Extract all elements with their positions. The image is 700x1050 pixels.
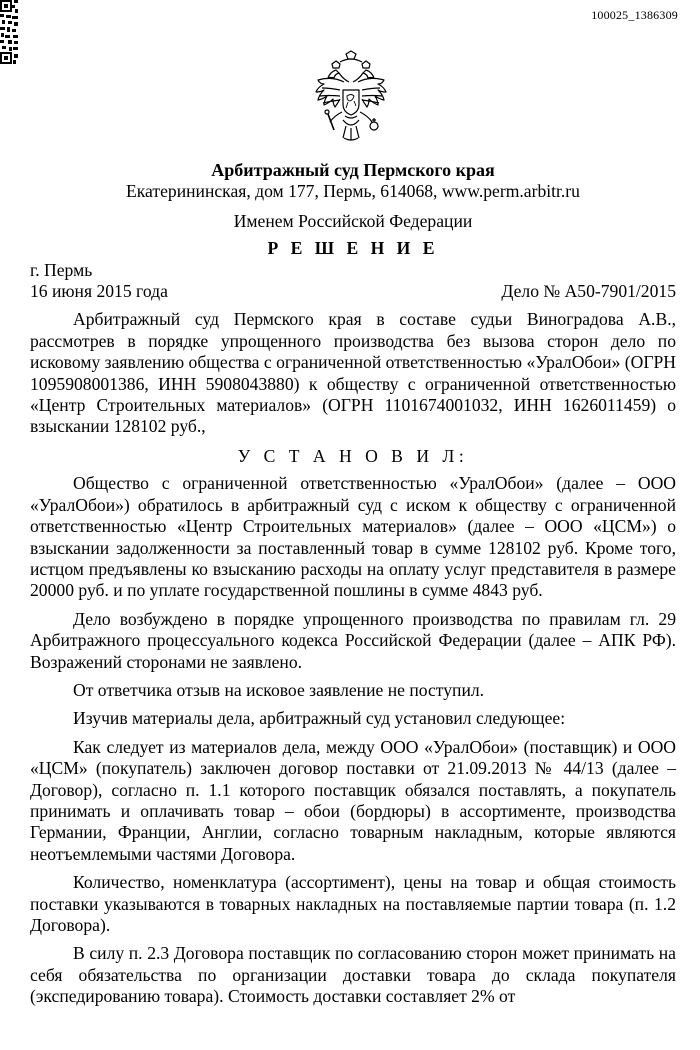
in-name-of: Именем Российской Федерации xyxy=(233,210,473,231)
document-id: 100025_1386309 xyxy=(591,8,678,22)
established-heading: У С Т А Н О В И Л: xyxy=(237,445,469,466)
court-name: Арбитражный суд Пермского края xyxy=(211,160,495,180)
case-number: Дело № А50-7901/2015 xyxy=(501,281,676,302)
court-address: Екатерининская, дом 177, Пермь, 614068, www.perm.arbitr.ru xyxy=(126,181,580,202)
document-body xyxy=(30,160,676,1008)
paragraph: Изучив материалы дела, арбитражный суд установил следующее: xyxy=(73,708,566,729)
decision-title: Р Е Ш Е Н И Е xyxy=(267,238,439,259)
intro-paragraph: Арбитражный суд Пермского края в составе судьи Виноградова А.В., рассмотрев в порядке упрощенного производства без вызова сторон дело по исковому заявлению общества с ограниченной ответственностью «УралОбои» (ОГРН 1095908001386, ИНН 5908043880) к обществу с ограниченной ответственностью «Центр Строительных материалов» (ОГРН 1101674001032, ИНН 1626011459) о взыскании 128102 руб., xyxy=(30,309,676,437)
paragraph: Общество с ограниченной ответственностью «УралОбои» (далее – ООО «УралОбои») обратилось в арбитражный суд с иском к обществу с ограниченной ответственностью «Центр Строительных материалов» (далее – ООО «ЦСМ») о взыскании задолженности за поставленный товар в сумме 128102 руб. Кроме того, истцом предъявлены ко взысканию расходы на оплату услуг представителя в размере 20000 руб. и по уплате государственной пошлины в сумме 4843 руб. xyxy=(30,473,676,601)
paragraph: Как следует из материалов дела, между ООО «УралОбои» (поставщик) и ООО «ЦСМ» (покупатель) заключен договор поставки от 21.09.2013 № 44/13 (далее – Договор), согласно п. 1.1 которого поставщик обязался поставлять, а покупатель принимать и оплачивать товар – обои (бордюры) в ассортименте, производства Германии, Франции, Англии, согласно товарным накладным, которые являются неотъемлемыми частями Договора. xyxy=(30,736,676,864)
date-case-row xyxy=(30,281,676,302)
city: г. Пермь xyxy=(30,259,93,280)
coat-of-arms-icon xyxy=(310,50,392,146)
paragraph: От ответчика отзыв на исковое заявление не поступил. xyxy=(73,679,485,700)
decision-date: 16 июня 2015 года xyxy=(30,281,168,302)
paragraph: Дело возбуждено в порядке упрощенного производства по правилам гл. 29 Арбитражного процессуального кодекса Российской Федерации (далее – АПК РФ). Возражений сторонами не заявлено. xyxy=(30,608,676,672)
qr-code xyxy=(0,0,18,64)
paragraph: Количество, номенклатура (ассортимент), цены на товар и общая стоимость поставки указываются в товарных накладных на поставляемые партии товара (п. 1.2 Договора). xyxy=(30,872,676,935)
paragraph: В силу п. 2.3 Договора поставщик по согласованию сторон может принимать на себя обязательства по организации доставки товара до склада покупателя (экспедированию товара). Стоимость доставки составляет 2% от xyxy=(30,943,676,1007)
